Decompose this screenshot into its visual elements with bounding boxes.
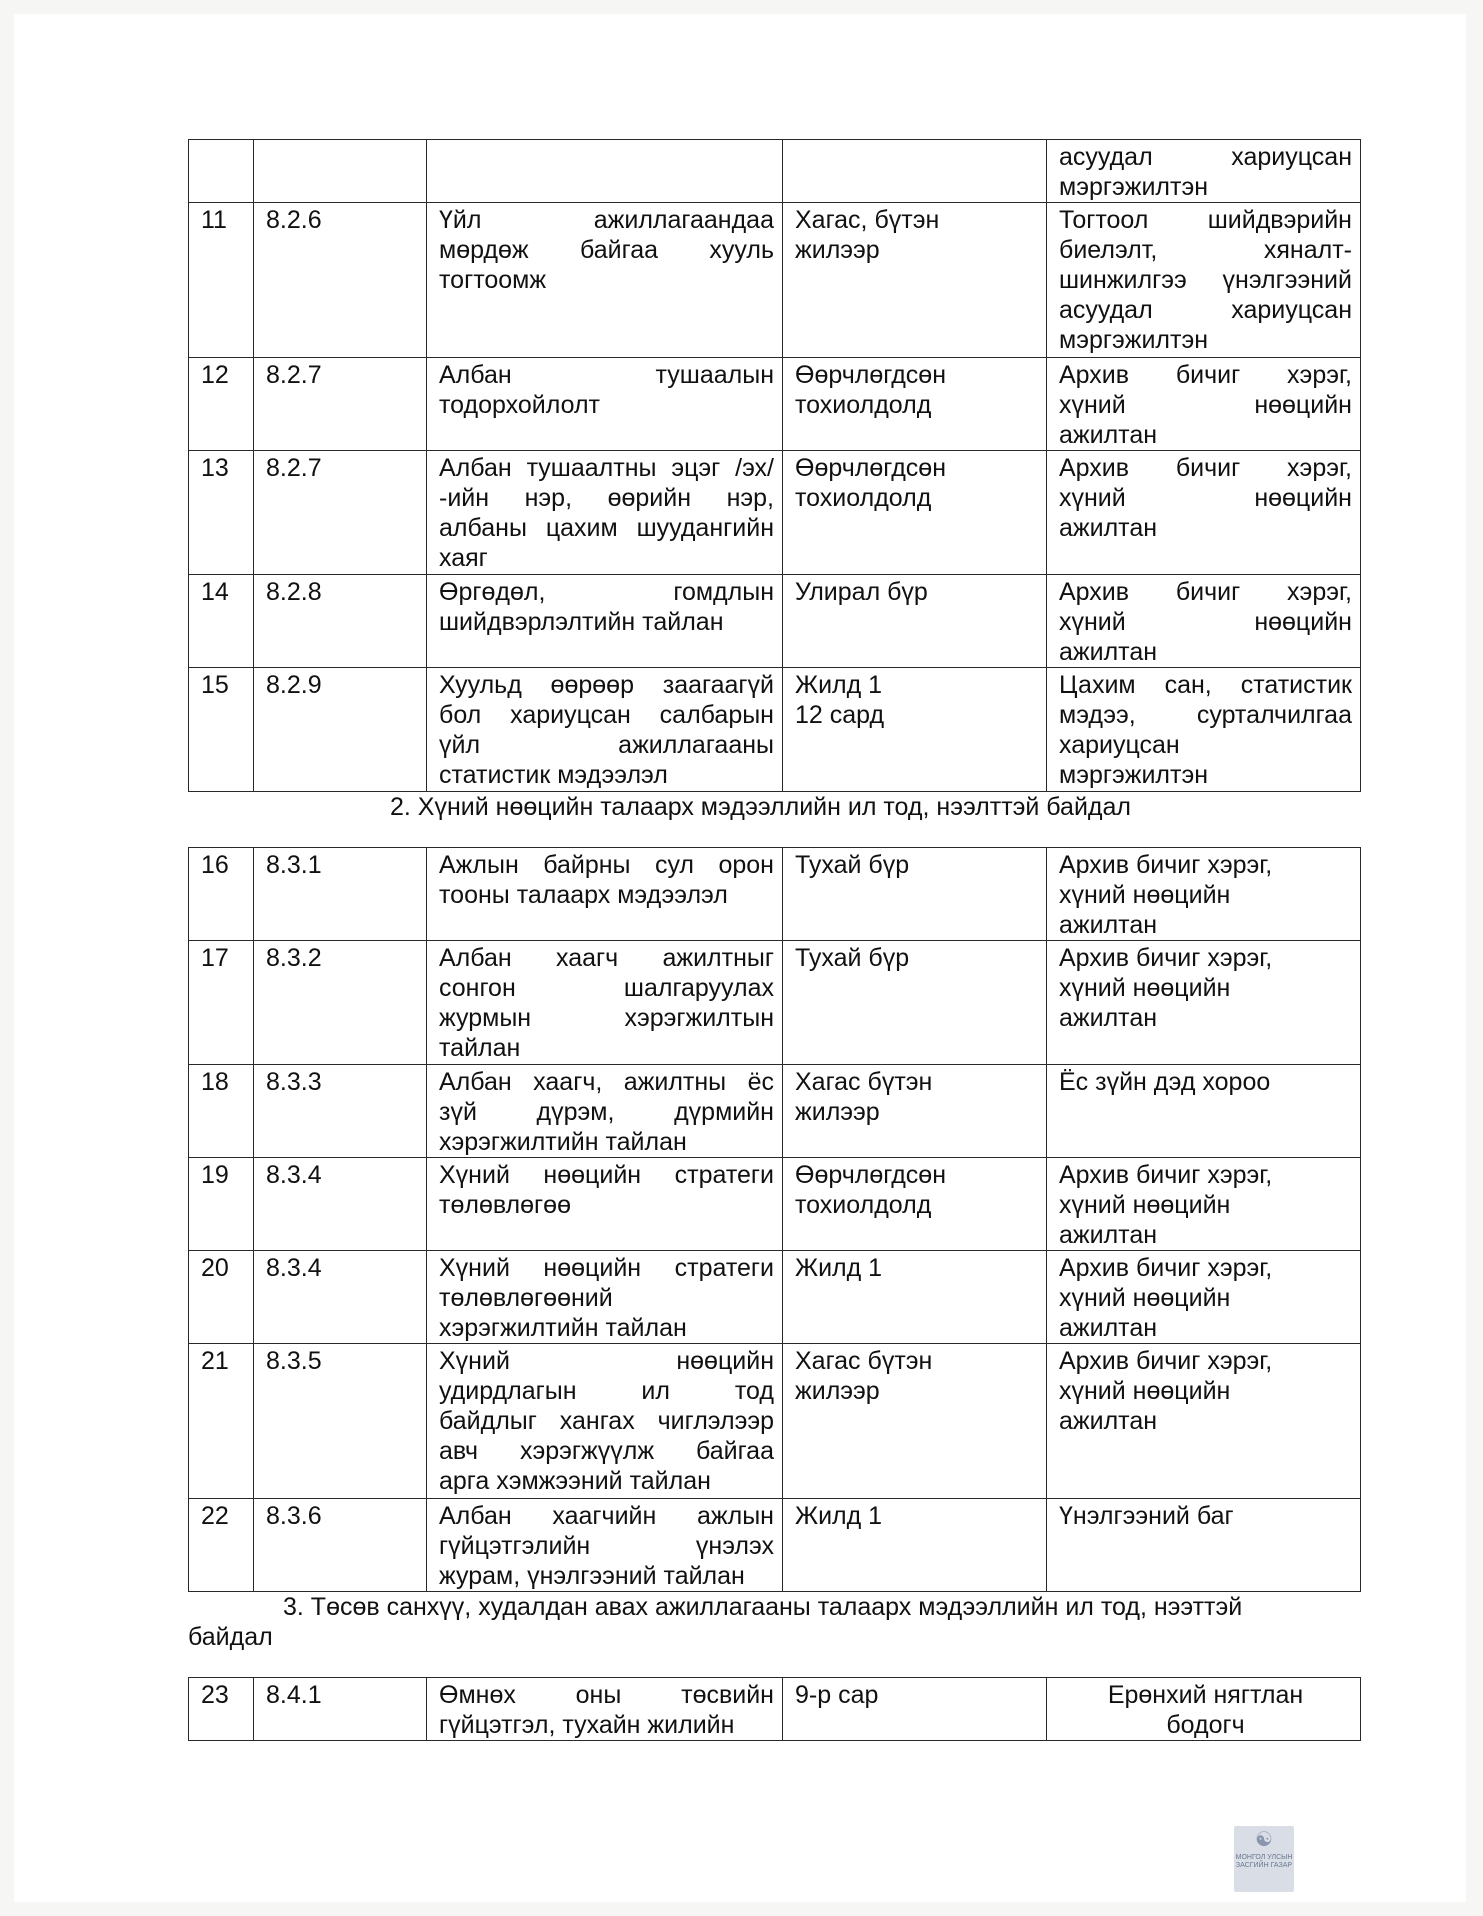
table-body (189, 848, 1361, 1592)
update-frequency-line: тохиолдолд (795, 484, 932, 512)
information-title-line: гүйцэтгэлийн үнэлэх (439, 1532, 774, 1560)
responsible-person (1047, 1344, 1361, 1499)
information-title-line: бол хариуцсан салбарын (439, 701, 774, 729)
information-title-line: албаны цахим шуудангийн (439, 514, 774, 542)
information-title-line: Албан хаагчийн ажлын (439, 1502, 774, 1530)
section-heading-2: 2. Хүний нөөцийн талаарх мэдээллийн ил тод, нээлттэй байдал (390, 793, 1132, 821)
update-frequency (783, 140, 1047, 203)
table-row (189, 1499, 1361, 1592)
table-row (189, 451, 1361, 575)
information-title (427, 1065, 783, 1158)
update-frequency-line: Хагас бүтэн (795, 1068, 933, 1096)
information-title-line: Албан тушаалын (439, 361, 774, 389)
responsible-person-line: Үнэлгээний баг (1059, 1502, 1234, 1530)
responsible-person-line: хариуцсан (1059, 731, 1180, 759)
indicator-code: 8.2.7 (254, 358, 427, 451)
information-title-line: төлөвлөгөөний (439, 1284, 613, 1312)
row-number: 11 (189, 203, 254, 358)
indicator-code: 8.3.2 (254, 941, 427, 1065)
responsible-person-line: биелэлт, хяналт- (1059, 236, 1352, 264)
update-frequency-line: Өөрчлөгдсөн (795, 454, 947, 482)
responsible-person-line: мэргэжилтэн (1059, 761, 1209, 789)
section-heading-3-line1: 3. Төсөв санхүү, худалдан авах ажиллагааны талаарх мэдээллийн ил тод, нээттэй (283, 1593, 1243, 1621)
information-title (427, 1251, 783, 1344)
update-frequency-line: Хагас бүтэн (795, 1347, 933, 1375)
information-title-line: Хүний нөөцийн стратеги (439, 1254, 774, 1282)
information-title-line: тооны талаарх мэдээлэл (439, 881, 728, 909)
information-title-line: үйл ажиллагааны (439, 731, 774, 759)
responsible-person-line: асуудал хариуцсан (1059, 296, 1352, 324)
soyombo-icon: ☯ (1255, 1829, 1273, 1851)
responsible-person-line: ажилтан (1059, 1407, 1158, 1435)
table-body (189, 1678, 1361, 1741)
table-part-2 (188, 847, 1361, 1592)
responsible-person-line: шинжилгээ үнэлгээний (1059, 266, 1352, 294)
information-title (427, 1678, 783, 1741)
information-title-line: журам, үнэлгээний тайлан (439, 1562, 745, 1590)
responsible-person-line: асуудал хариуцсан (1059, 143, 1352, 171)
table-row (189, 575, 1361, 668)
responsible-person (1047, 575, 1361, 668)
indicator-code: 8.3.4 (254, 1251, 427, 1344)
information-title (427, 358, 783, 451)
table-row (189, 941, 1361, 1065)
indicator-code: 8.3.5 (254, 1344, 427, 1499)
responsible-person-line: хүний нөөцийн (1059, 1377, 1231, 1405)
update-frequency-line: 9-р сар (795, 1681, 879, 1709)
table-row (189, 140, 1361, 203)
row-number: 16 (189, 848, 254, 941)
information-title-line: Өмнөх оны төсвийн (439, 1681, 774, 1709)
update-frequency (783, 203, 1047, 358)
table-row (189, 203, 1361, 358)
responsible-person-line: мэргэжилтэн (1059, 326, 1209, 354)
information-title-line: шийдвэрлэлтийн тайлан (439, 608, 724, 636)
table-part-1 (188, 139, 1361, 792)
responsible-person (1047, 1065, 1361, 1158)
responsible-person-line: ажилтан (1059, 1221, 1158, 1249)
information-title-line: Албан хаагч, ажилтны ёс (439, 1068, 774, 1096)
information-title-line: Өргөдөл, гомдлын (439, 578, 774, 606)
update-frequency-line: Өөрчлөгдсөн (795, 361, 947, 389)
update-frequency-line: жилээр (795, 236, 880, 264)
responsible-person-line: хүний нөөцийн (1059, 974, 1231, 1002)
information-title (427, 1499, 783, 1592)
information-title-line: төлөвлөгөө (439, 1191, 571, 1219)
responsible-person-line: Архив бичиг хэрэг, (1059, 1347, 1273, 1375)
responsible-person-line: Архив бичиг хэрэг, (1059, 1254, 1273, 1282)
table-row (189, 1678, 1361, 1741)
information-title-line: мөрдөж байгаа хууль (439, 236, 774, 264)
government-seal-logo (1234, 1826, 1294, 1892)
responsible-person-line: Ёс зүйн дэд хороо (1059, 1068, 1271, 1096)
information-title-line: хаяг (439, 544, 488, 572)
row-number: 15 (189, 668, 254, 792)
update-frequency (783, 575, 1047, 668)
responsible-person-line: ажилтан (1059, 1314, 1158, 1342)
update-frequency-line: Хагас, бүтэн (795, 206, 940, 234)
responsible-person (1047, 203, 1361, 358)
row-number (189, 140, 254, 203)
responsible-person-line: хүний нөөцийн (1059, 484, 1352, 512)
responsible-person-line: Ерөнхий нягтлан (1107, 1681, 1304, 1709)
seal-text-line2: ЗАСГИЙН ГАЗАР (1235, 1862, 1293, 1869)
update-frequency-line: жилээр (795, 1377, 880, 1405)
table-row (189, 668, 1361, 792)
responsible-person (1047, 848, 1361, 941)
update-frequency-line: Өөрчлөгдсөн (795, 1161, 947, 1189)
responsible-person-line: ажилтан (1059, 421, 1158, 449)
update-frequency (783, 451, 1047, 575)
responsible-person-line: хүний нөөцийн (1059, 1191, 1231, 1219)
update-frequency (783, 1158, 1047, 1251)
row-number: 20 (189, 1251, 254, 1344)
update-frequency (783, 668, 1047, 792)
information-title-line: гүйцэтгэл, тухайн жилийн (439, 1711, 735, 1739)
information-title-line: журмын хэрэгжилтын (439, 1004, 774, 1032)
responsible-person (1047, 1251, 1361, 1344)
table-row (189, 1251, 1361, 1344)
table-row (189, 358, 1361, 451)
row-number: 13 (189, 451, 254, 575)
responsible-person (1047, 668, 1361, 792)
indicator-code (254, 140, 427, 203)
row-number: 23 (189, 1678, 254, 1741)
update-frequency (783, 1251, 1047, 1344)
update-frequency (783, 848, 1047, 941)
information-title (427, 203, 783, 358)
responsible-person-line: Архив бичиг хэрэг, (1059, 361, 1352, 389)
update-frequency (783, 358, 1047, 451)
indicator-code: 8.3.6 (254, 1499, 427, 1592)
update-frequency-line: тохиолдолд (795, 391, 932, 419)
update-frequency-line: жилээр (795, 1098, 880, 1126)
responsible-person-line: Архив бичиг хэрэг, (1059, 578, 1352, 606)
information-title-line: Үйл ажиллагаандаа (439, 206, 774, 234)
update-frequency (783, 1065, 1047, 1158)
table-row (189, 1344, 1361, 1499)
update-frequency-line: Улирал бүр (795, 578, 928, 606)
information-title (427, 941, 783, 1065)
responsible-person-line: Архив бичиг хэрэг, (1059, 1161, 1273, 1189)
information-title-line: Хүний нөөцийн (439, 1347, 774, 1375)
row-number: 21 (189, 1344, 254, 1499)
information-title-line: Хүний нөөцийн стратеги (439, 1161, 774, 1189)
update-frequency (783, 1499, 1047, 1592)
responsible-person-line: хүний нөөцийн (1059, 881, 1231, 909)
update-frequency-line: Жилд 1 (795, 671, 883, 699)
responsible-person-line: мэргэжилтэн (1059, 173, 1209, 201)
responsible-person (1047, 1158, 1361, 1251)
section-heading-3 (188, 1592, 1360, 1652)
indicator-code: 8.3.1 (254, 848, 427, 941)
row-number: 22 (189, 1499, 254, 1592)
information-title-line: тогтоомж (439, 266, 547, 294)
information-title-line: тодорхойлолт (439, 391, 600, 419)
information-title (427, 140, 783, 203)
responsible-person-line: бодогч (1166, 1711, 1245, 1739)
responsible-person (1047, 358, 1361, 451)
information-title-line: Ажлын байрны сул орон (439, 851, 774, 879)
information-title-line: хэрэгжилтийн тайлан (439, 1128, 687, 1156)
information-title-line: сонгон шалгаруулах (439, 974, 774, 1002)
update-frequency-line: Тухай бүр (795, 851, 910, 879)
information-title-line: Албан тушаалтны эцэг /эх/ (439, 454, 774, 482)
indicator-code: 8.3.3 (254, 1065, 427, 1158)
information-title-line: Албан хаагч ажилтныг (439, 944, 774, 972)
table-body (189, 140, 1361, 792)
responsible-person (1047, 1499, 1361, 1592)
update-frequency-line: тохиолдолд (795, 1191, 932, 1219)
responsible-person-line: Архив бичиг хэрэг, (1059, 851, 1273, 879)
responsible-person-line: ажилтан (1059, 1004, 1158, 1032)
information-title-line: удирдлагын ил тод (439, 1377, 774, 1405)
responsible-person-line: мэдээ, сурталчилгаа (1059, 701, 1352, 729)
indicator-code: 8.2.7 (254, 451, 427, 575)
responsible-person-line: ажилтан (1059, 514, 1158, 542)
row-number: 17 (189, 941, 254, 1065)
responsible-person-line: хүний нөөцийн (1059, 1284, 1231, 1312)
update-frequency (783, 1678, 1047, 1741)
information-title (427, 575, 783, 668)
update-frequency-line: 12 сард (795, 701, 885, 729)
indicator-code: 8.2.9 (254, 668, 427, 792)
responsible-person-line: Тогтоол шийдвэрийн (1059, 206, 1352, 234)
information-title-line: Хуульд өөрөөр заагаагүй (439, 671, 774, 699)
information-title (427, 1158, 783, 1251)
indicator-code: 8.2.8 (254, 575, 427, 668)
table-row (189, 1065, 1361, 1158)
row-number: 18 (189, 1065, 254, 1158)
responsible-person-line: ажилтан (1059, 911, 1158, 939)
information-title (427, 451, 783, 575)
row-number: 12 (189, 358, 254, 451)
seal-text-line1: МОНГОЛ УЛСЫН (1235, 1854, 1293, 1861)
update-frequency-line: Жилд 1 (795, 1502, 883, 1530)
table-row (189, 848, 1361, 941)
information-title-line: -ийн нэр, өөрийн нэр, (439, 484, 774, 512)
information-title-line: тайлан (439, 1034, 521, 1062)
update-frequency (783, 1344, 1047, 1499)
indicator-code: 8.2.6 (254, 203, 427, 358)
responsible-person-line: хүний нөөцийн (1059, 608, 1352, 636)
table-part-3 (188, 1677, 1361, 1741)
information-title (427, 668, 783, 792)
information-title-line: байдлыг хангах чиглэлээр (439, 1407, 774, 1435)
information-title-line: зүй дүрэм, дүрмийн (439, 1098, 774, 1126)
responsible-person-line: хүний нөөцийн (1059, 391, 1352, 419)
responsible-person-line: Архив бичиг хэрэг, (1059, 454, 1352, 482)
information-title (427, 1344, 783, 1499)
information-title (427, 848, 783, 941)
information-title-line: хэрэгжилтийн тайлан (439, 1314, 687, 1342)
responsible-person (1047, 140, 1361, 203)
row-number: 19 (189, 1158, 254, 1251)
responsible-person (1047, 451, 1361, 575)
responsible-person-line: Архив бичиг хэрэг, (1059, 944, 1273, 972)
indicator-code: 8.4.1 (254, 1678, 427, 1741)
responsible-person-line: ажилтан (1059, 638, 1158, 666)
update-frequency (783, 941, 1047, 1065)
row-number: 14 (189, 575, 254, 668)
information-title-line: арга хэмжээний тайлан (439, 1467, 711, 1495)
responsible-person (1047, 1678, 1361, 1741)
information-title-line: авч хэрэгжүүлж байгаа (439, 1437, 774, 1465)
update-frequency-line: Жилд 1 (795, 1254, 883, 1282)
information-title-line: статистик мэдээлэл (439, 761, 668, 789)
section-heading-3-line2: байдал (188, 1623, 273, 1651)
responsible-person (1047, 941, 1361, 1065)
update-frequency-line: Тухай бүр (795, 944, 910, 972)
responsible-person-line: Цахим сан, статистик (1059, 671, 1352, 699)
indicator-code: 8.3.4 (254, 1158, 427, 1251)
table-row (189, 1158, 1361, 1251)
